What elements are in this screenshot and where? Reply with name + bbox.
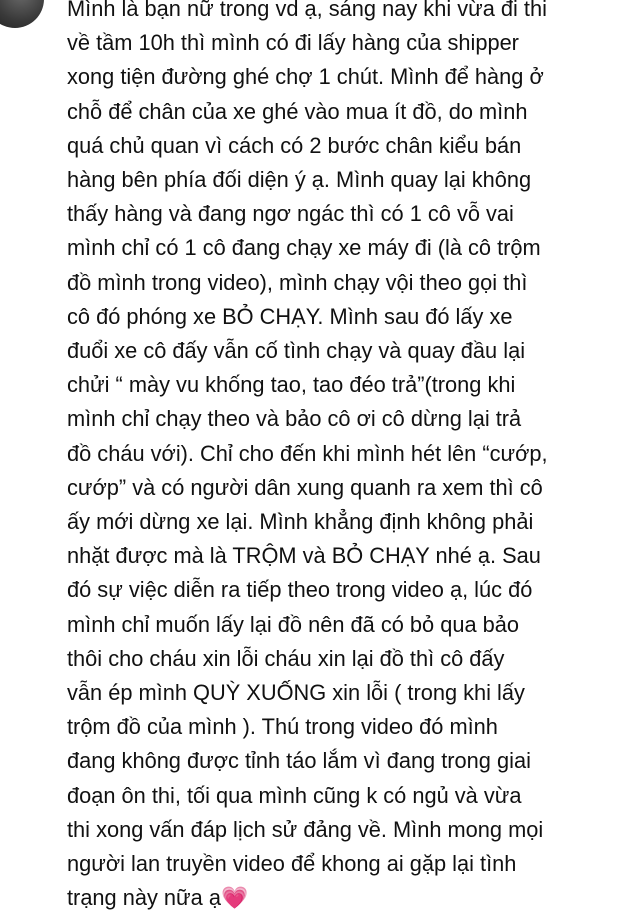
comment-line-text: đó sự việc diễn ra tiếp theo trong video ạ, lúc đó [67,577,533,603]
comment-line-text: chỗ để chân của xe ghé vào mua ít đồ, do mình [67,98,528,124]
comment-line [67,813,612,847]
comment-line [67,402,612,436]
comment-line-text: quá chủ quan vì cách có 2 bước chân kiểu bán [67,132,522,158]
comment-line [67,539,612,573]
comment-line-text: đang không được tỉnh táo lắm vì đang trong giai [67,748,531,774]
comment-line-text: về tầm 10h thì mình có đi lấy hàng của shipper [67,30,519,56]
comment-line [67,471,612,505]
comment-line [67,334,612,368]
comment-line [67,163,612,197]
comment-line [67,642,612,676]
comment-line-text: đoạn ôn thi, tối qua mình cũng k có ngủ và vừa [67,782,522,808]
comment-line-text: đồ cháu với). Chỉ cho đến khi mình hét lên “cướp, [67,440,548,466]
comment-line [67,129,612,163]
comment-line [67,779,612,813]
comment-line-text: hàng bên phía đối diện ý ạ. Mình quay lại không [67,167,532,193]
comment-line-text: thôi cho cháu xin lỗi cháu xin lại đồ thì cô đấy [67,645,505,671]
comment-line-text: cô đó phóng xe BỎ CHẠY. Mình sau đó lấy xe [67,303,513,329]
comment-line-text: thấy hàng và đang ngơ ngác thì có 1 cô vỗ vai [67,201,514,227]
comment-line-text: đồ mình trong video), mình chạy vội theo gọi thì [67,269,528,295]
comment-line [67,266,612,300]
comment-line-text: chửi “ mày vu khống tao, tao đéo trả”(trong khi [67,372,516,398]
comment-line-text: Mình là bạn nữ trong vd ạ, sáng nay khi vừa đi thi [67,0,547,21]
avatar[interactable] [0,0,44,28]
comment-line [67,573,612,607]
comment-line [67,744,612,778]
comment-line-text: người lan truyền video để khong ai gặp lại tình [67,851,517,877]
comment-line-text: mình chỉ muốn lấy lại đồ nên đã có bỏ qua bảo [67,611,519,637]
comment-line [67,676,612,710]
comment-line [67,368,612,402]
comment-line-text: trộm đồ của mình ). Thú trong video đó mình [67,714,498,740]
comment-line-text: ấy mới dừng xe lại. Mình khẳng định không phải [67,509,534,535]
comment-line [67,60,612,94]
comment-line [67,0,612,26]
comment-line [67,95,612,129]
comment-line-text: xong tiện đường ghé chợ 1 chút. Mình để hàng ở [67,64,544,90]
comment-line [67,881,612,911]
comment-line-text: thi xong vấn đáp lịch sử đảng về. Mình mong mọi [67,816,544,842]
comment-line [67,505,612,539]
comment-line [67,26,612,60]
comment-line [67,710,612,744]
comment-line-text: đuổi xe cô đấy vẫn cố tình chạy và quay đầu lại [67,338,526,364]
pink-heart-icon: 💗 [220,885,249,911]
comment-line-text: trạng này nữa ạ [67,885,221,911]
comment-line [67,847,612,881]
comment-line-text: nhặt được mà là TRỘM và BỎ CHẠY nhé ạ. Sau [67,543,541,569]
comment-line-text: vẫn ép mình QUỲ XUỐNG xin lỗi ( trong khi lấy [67,680,525,706]
comment-line [67,231,612,265]
comment-text [67,0,612,911]
comment-line-text: mình chỉ có 1 cô đang chạy xe máy đi (là cô trộm [67,235,541,261]
comment-line-text: cướp” và có người dân xung quanh ra xem thì cô [67,474,543,500]
comment-line [67,437,612,471]
comment-line-text: mình chỉ chạy theo và bảo cô ơi cô dừng lại trả [67,406,522,432]
comment-line [67,608,612,642]
comment-line [67,300,612,334]
comment-line [67,197,612,231]
